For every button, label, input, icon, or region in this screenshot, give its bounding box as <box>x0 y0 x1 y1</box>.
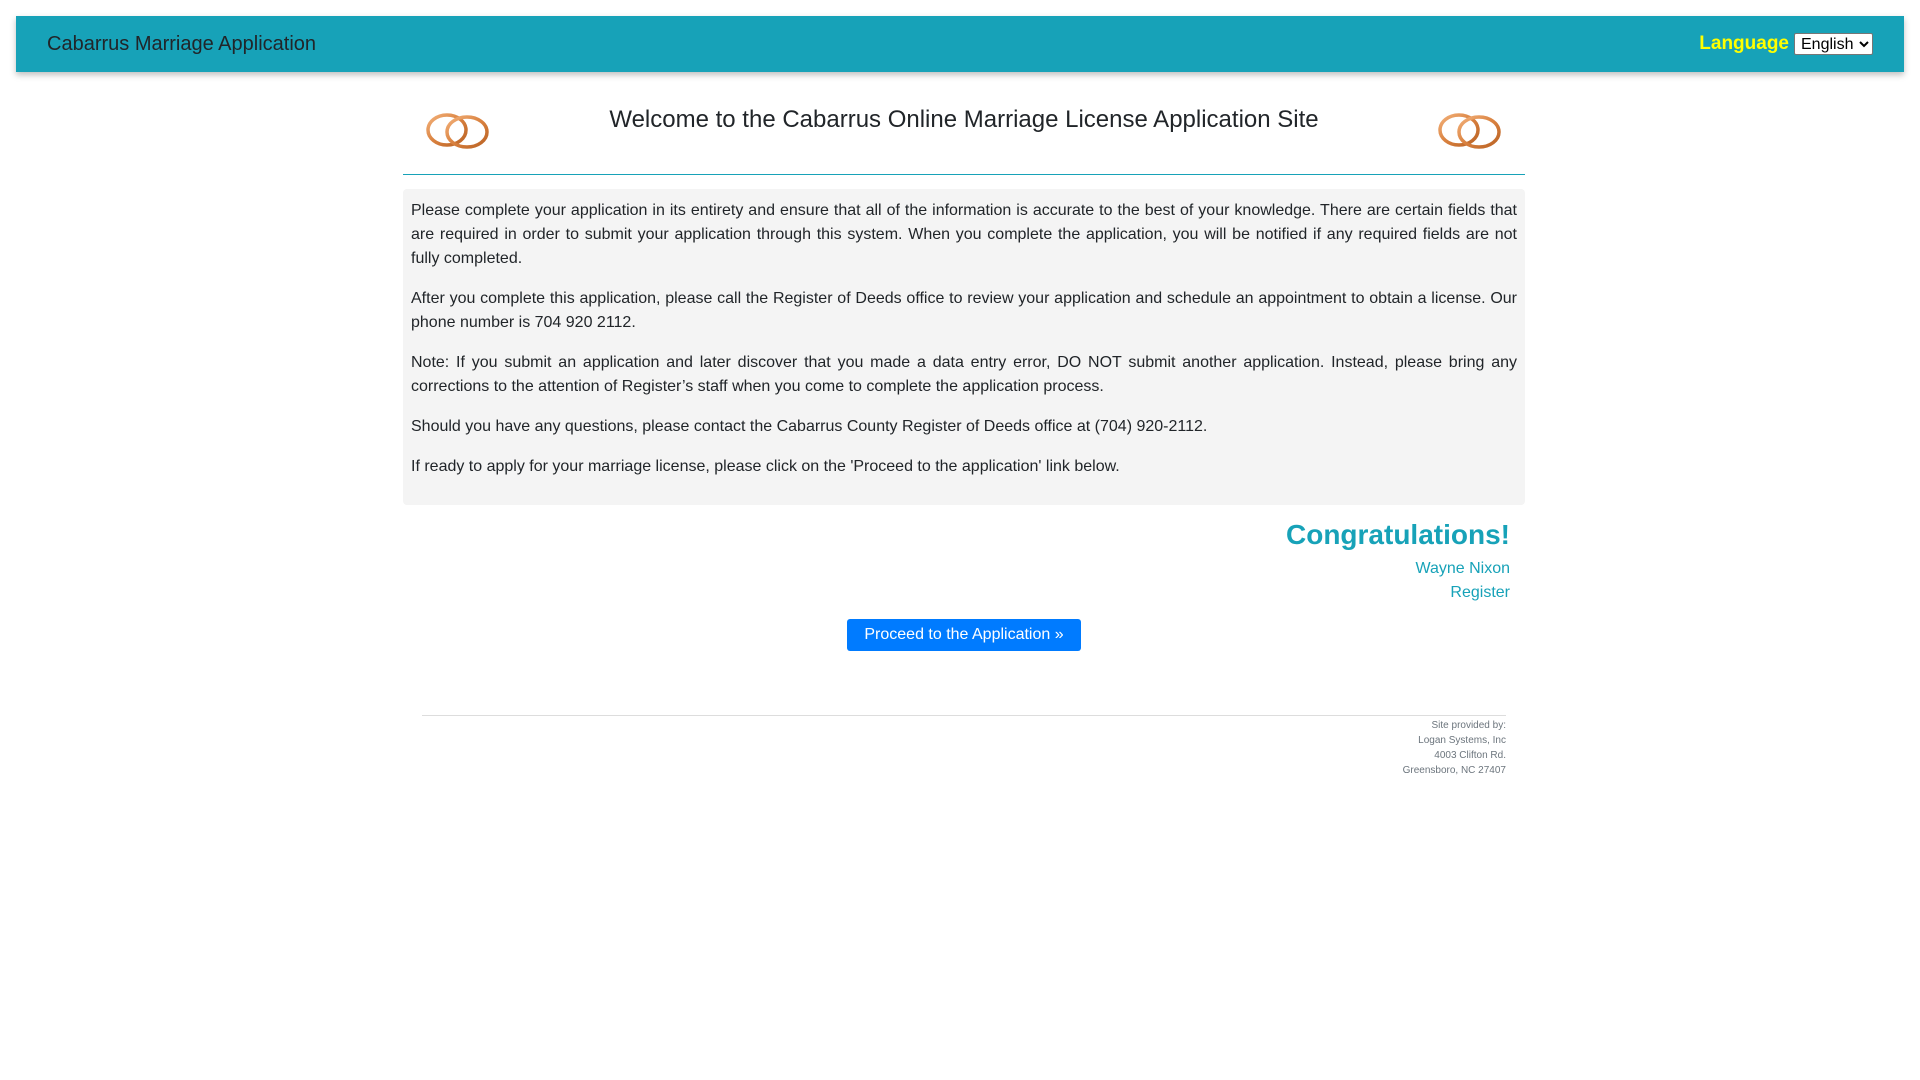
instructions-paragraph: Should you have any questions, please contact the Cabarrus County Register of Deeds office at (704) 920-2112. <box>411 418 1208 435</box>
footer-line: Logan Systems, Inc <box>1418 735 1506 746</box>
welcome-header <box>403 90 1525 175</box>
site-footer <box>422 715 1506 778</box>
brand-link[interactable]: Cabarrus Marriage Application <box>47 33 317 55</box>
instructions-paragraph: If ready to apply for your marriage license, please click on the 'Proceed to the application' link below. <box>411 458 1120 475</box>
signature-block <box>403 519 1525 605</box>
footer-line: Greensboro, NC 27407 <box>1402 765 1506 776</box>
page-title: Welcome to the Cabarrus Online Marriage License Application Site <box>609 106 1319 133</box>
register-title: Register <box>1450 584 1510 601</box>
instructions-box <box>403 189 1525 505</box>
instructions-paragraph: Please complete your application in its entirety and ensure that all of the information is accurate to the best of your knowledge. There are certain fields that are required in order to submit your application through this system. When you complete the application, you will be notified if any required fields are not fully completed. <box>411 202 1517 267</box>
proceed-button[interactable]: Proceed to the Application » <box>847 619 1080 651</box>
instructions-paragraph: After you complete this application, please call the Register of Deeds office to review your application and schedule an appointment to obtain a license. Our phone number is 704 920 2112. <box>411 290 1517 331</box>
wedding-rings-icon <box>1435 108 1505 152</box>
congratulations-heading: Congratulations! <box>1286 519 1510 550</box>
language-label: Language <box>1699 33 1789 54</box>
register-name: Wayne Nixon <box>1415 560 1510 577</box>
language-switcher <box>1699 16 1873 72</box>
instructions-paragraph: Note: If you submit an application and later discover that you made a data entry error, DO NOT submit another application. Instead, please bring any corrections to the attention of Register’s staff when you come to complete the application process. <box>411 354 1517 395</box>
footer-line: Site provided by: <box>1431 720 1506 731</box>
main-container <box>403 90 1525 778</box>
language-select[interactable] <box>1794 33 1873 55</box>
proceed-row <box>403 619 1525 651</box>
top-navbar <box>16 16 1904 72</box>
footer-line: 4003 Clifton Rd. <box>1434 750 1506 761</box>
